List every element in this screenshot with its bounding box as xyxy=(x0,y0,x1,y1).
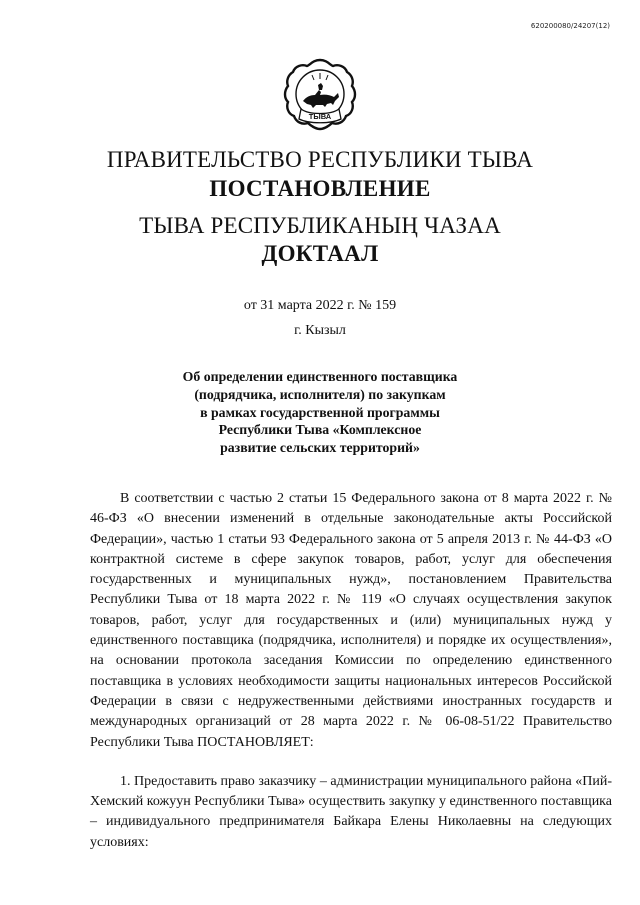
government-name-tyv: ТЫВА РЕСПУБЛИКАНЫҢ ЧАЗАА xyxy=(139,213,501,238)
title-line: Об определении единственного поставщика xyxy=(182,369,458,384)
document-date-number: от 31 марта 2022 г. № 159 xyxy=(243,298,397,313)
title-line: (подрядчика, исполнителя) по закупкам xyxy=(194,386,446,402)
document-id: 620200080/24207(12) xyxy=(530,22,610,30)
title-line: Республики Тыва «Комплексное xyxy=(218,422,422,438)
tuva-emblem-icon xyxy=(283,57,357,141)
government-name-ru: ПРАВИТЕЛЬСТВО РЕСПУБЛИКИ ТЫВА xyxy=(106,147,534,172)
document-body xyxy=(90,489,612,853)
emblem-text: ТЫВА xyxy=(308,112,332,121)
preamble-paragraph: В соответствии с частью 2 статьи 15 Федерального закона от 8 марта 2022 г. № 46-ФЗ «О внесении изменений в отдельные законодательные акты Российской Федерации», частью 1 статьи 93 Федерального закона от 5 апреля 2013 г. № 44-ФЗ «О контрактной системе в сфере закупок товаров, работ, услуг для обеспечения государственных и муниципальных нужд», постановлением Правительства Республики Тыва от 18 марта 2022 г. № 119 «О случаях осуществления закупок товаров, работ, услуг для государственных и (или) муниципальных нужд у единственного поставщика (подрядчика, исполнителя) и порядке их осуществления», на основании протокола заседания Комиссии по определению единственного поставщика в условиях необходимости защиты национальных интересов Российской Федерации в связи с недружественными действиями иностранных государств и международных организаций от 28 марта 2022 г. № 06-08-51/22 Правительство Республики Тыва ПОСТАНОВЛЯЕТ: xyxy=(90,491,612,750)
title-line: развитие сельских территорий» xyxy=(220,440,420,456)
document-title xyxy=(150,368,490,457)
document-type-ru: ПОСТАНОВЛЕНИЕ xyxy=(209,176,431,201)
clause-paragraph: 1. Предоставить право заказчику – администрации муниципального района «Пий-Хемский кожуун Республики Тыва» осуществить закупку у единственного поставщика – индивидуального предпринимателя Байкара Елены Николаевны на следующих условиях: xyxy=(90,773,612,850)
title-line: в рамках государственной программы xyxy=(200,404,440,420)
document-city: г. Кызыл xyxy=(294,323,346,338)
document-type-tyv: ДОКТААЛ xyxy=(261,241,379,266)
